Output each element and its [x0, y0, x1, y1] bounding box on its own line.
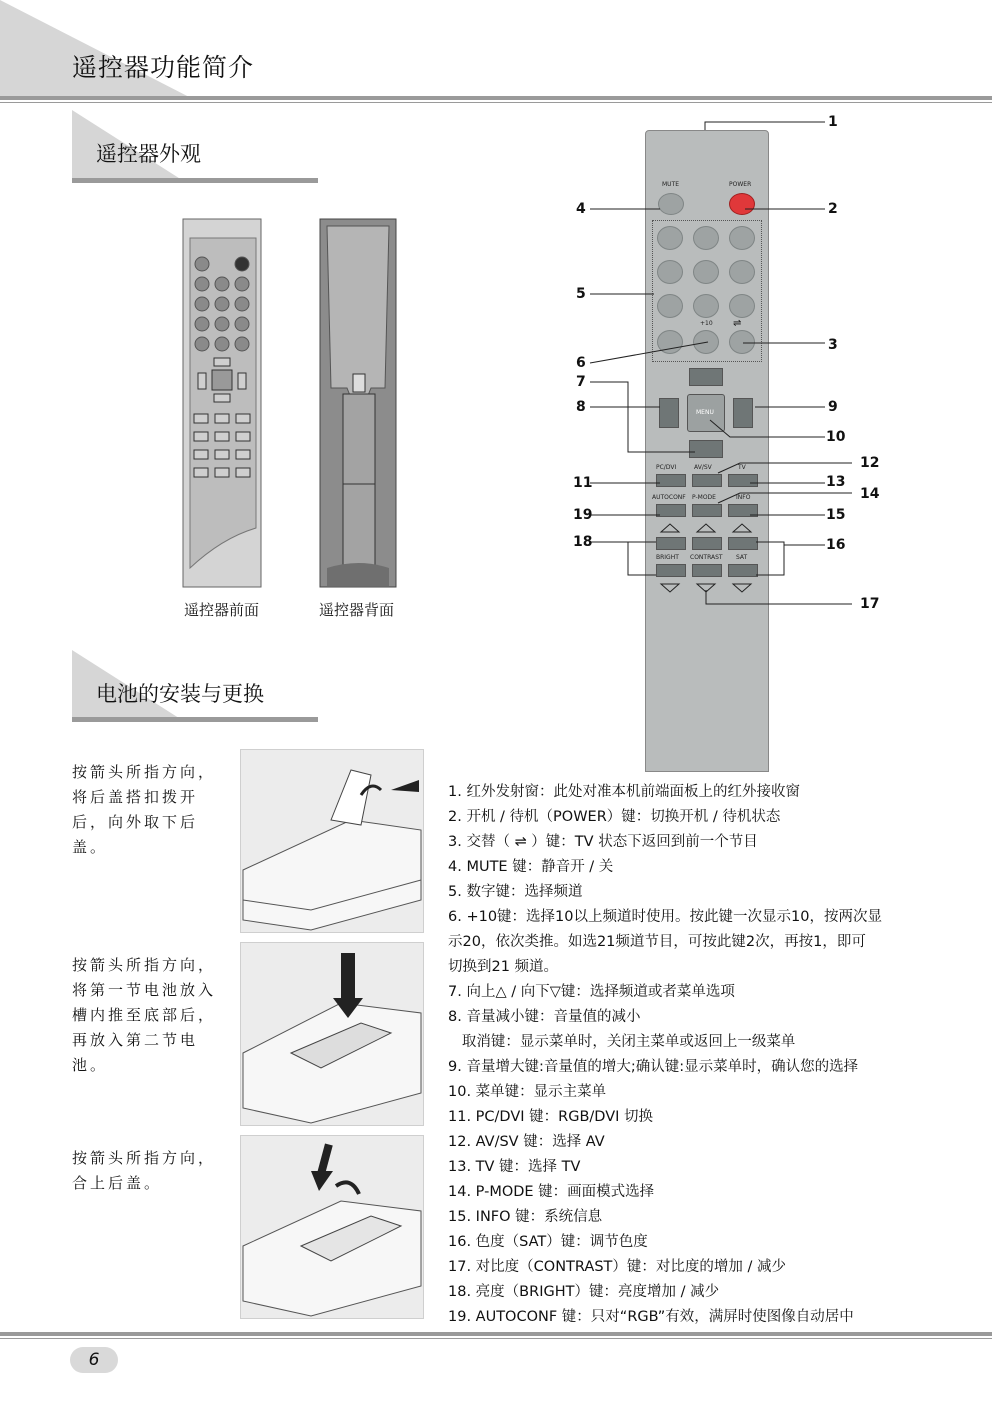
swap-icon: ⇌ — [733, 318, 742, 329]
description-item: 7. 向上△ / 向下▽键：选择频道或者菜单选项 — [448, 984, 735, 1000]
page-title: 遥控器功能简介 — [72, 53, 255, 82]
tv-label: TV — [738, 464, 746, 471]
section-rule — [72, 178, 318, 183]
description-item: 3. 交替（ ⇌ ）键：TV 状态下返回到前一个节目 — [448, 834, 758, 850]
description-item: 切换到21 频道。 — [448, 959, 559, 975]
callout-10: 10 — [826, 429, 846, 445]
battery-step-3: 按箭头所指方向，合上后盖。 — [72, 1149, 217, 1192]
autoconf-label: AUTOCONF — [652, 494, 686, 501]
plus10-label: +10 — [700, 320, 713, 327]
contrast-label: CONTRAST — [690, 554, 723, 561]
pcdvi-label: PC/DVI — [656, 464, 677, 471]
description-item: 1. 红外发射窗：此处对准本机前端面板上的红外接收窗 — [448, 784, 800, 800]
pmode-label: P-MODE — [692, 494, 716, 501]
callout-14: 14 — [860, 486, 880, 502]
page-number: 6 — [70, 1347, 118, 1373]
battery-step-1: 按箭头所指方向，将后盖搭扣拨开后，向外取下后盖。 — [72, 763, 217, 856]
sat-label: SAT — [736, 554, 748, 561]
description-item: 9. 音量增大键:音量值的增大;确认键:显示菜单时，确认您的选择 — [448, 1059, 859, 1075]
battery-step-2-image — [240, 942, 424, 1126]
power-label: POWER — [729, 181, 752, 188]
callout-lines — [560, 110, 860, 620]
description-list — [448, 780, 928, 1330]
description-item: 6. +10键：选择10以上频道时使用。按此键一次显示10，按两次显 — [448, 909, 882, 925]
callout-19: 19 — [573, 507, 593, 523]
description-item: 16. 色度（SAT）键：调节色度 — [448, 1234, 648, 1250]
callout-2: 2 — [828, 201, 838, 217]
callout-4: 4 — [576, 201, 586, 217]
callout-13: 13 — [826, 474, 846, 490]
section-title-appearance: 遥控器外观 — [96, 142, 201, 166]
callout-6: 6 — [576, 355, 586, 371]
header-rule-thin — [0, 102, 992, 103]
description-item: 13. TV 键：选择 TV — [448, 1159, 581, 1175]
callout-9: 9 — [828, 399, 838, 415]
footer-rule — [0, 1332, 992, 1336]
callout-16: 16 — [826, 537, 846, 553]
avsv-label: AV/SV — [694, 464, 712, 471]
bright-label: BRIGHT — [656, 554, 679, 561]
callout-18: 18 — [573, 534, 593, 550]
description-item: 4. MUTE 键：静音开 / 关 — [448, 859, 614, 875]
description-item: 18. 亮度（BRIGHT）键：亮度增加 / 减少 — [448, 1284, 720, 1300]
description-item: 19. AUTOCONF 键：只对“RGB”有效，满屏时使图像自动居中 — [448, 1309, 854, 1325]
mute-label: MUTE — [662, 181, 680, 188]
section-rule — [72, 717, 318, 722]
callout-15: 15 — [826, 507, 846, 523]
description-item: 17. 对比度（CONTRAST）键：对比度的增加 / 减少 — [448, 1259, 786, 1275]
description-item: 11. PC/DVI 键：RGB/DVI 切换 — [448, 1109, 653, 1125]
description-item: 12. AV/SV 键：选择 AV — [448, 1134, 605, 1150]
callout-7: 7 — [576, 374, 586, 390]
callout-11: 11 — [573, 475, 593, 491]
remote-back-image — [319, 218, 399, 590]
battery-step-2: 按箭头所指方向，将第一节电池放入槽内推至底部后，再放入第二节电池。 — [72, 956, 217, 1074]
description-item: 10. 菜单键：显示主菜单 — [448, 1084, 607, 1100]
description-item: 2. 开机 / 待机（POWER）键：切换开机 / 待机状态 — [448, 809, 781, 825]
caption-front: 遥控器前面 — [184, 601, 260, 619]
callout-8: 8 — [576, 399, 586, 415]
callout-12: 12 — [860, 455, 880, 471]
battery-step-3-image — [240, 1135, 424, 1319]
info-label: INFO — [736, 494, 751, 501]
description-item: 14. P-MODE 键：画面模式选择 — [448, 1184, 655, 1200]
footer-rule-thin — [0, 1338, 992, 1339]
description-item: 5. 数字键：选择频道 — [448, 884, 583, 900]
callout-3: 3 — [828, 337, 838, 353]
remote-front-image — [182, 218, 264, 590]
description-item: 取消键：显示菜单时，关闭主菜单或返回上一级菜单 — [448, 1034, 796, 1050]
description-item: 8. 音量减小键：音量值的减小 — [448, 1009, 641, 1025]
callout-5: 5 — [576, 286, 586, 302]
battery-step-1-image — [240, 749, 424, 933]
description-item: 15. INFO 键：系统信息 — [448, 1209, 603, 1225]
menu-label: MENU — [696, 409, 714, 416]
header-rule — [0, 96, 992, 100]
description-item: 示20，依次类推。如选21频道节目，可按此键2次，再按1，即可 — [448, 934, 866, 950]
callout-1: 1 — [828, 114, 838, 130]
callout-17: 17 — [860, 596, 880, 612]
caption-back: 遥控器背面 — [319, 601, 395, 619]
section-title-battery: 电池的安装与更换 — [96, 682, 264, 706]
